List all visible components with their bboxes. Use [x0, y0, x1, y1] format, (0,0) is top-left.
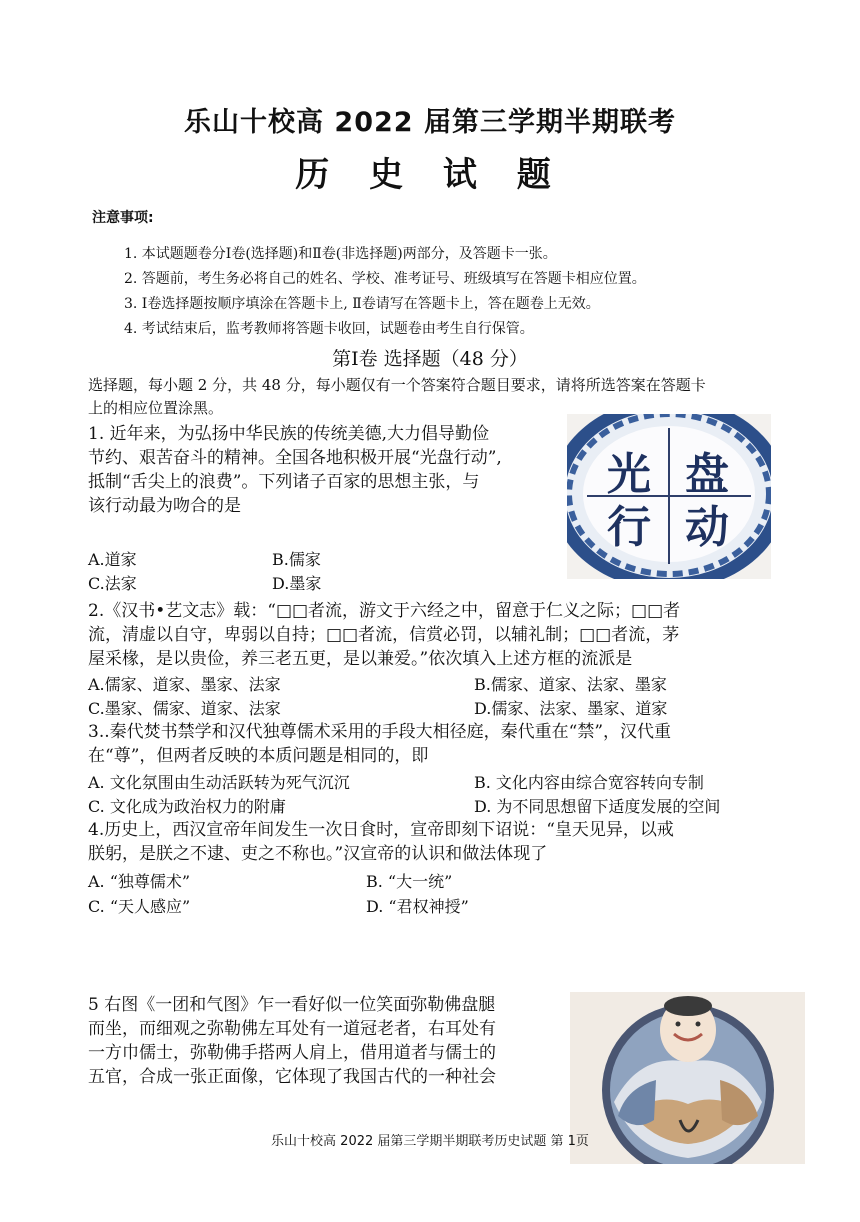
question-4-option-a: A. “独尊儒术” — [88, 872, 191, 891]
question-3-text: 3..秦代焚书禁学和汉代独尊儒术采用的手段大相径庭，秦代重在“禁”，汉代重 — [88, 722, 672, 742]
page-footer: 乐山十校高 2022 届第三学期半期联考历史试题 第 1页 — [271, 1134, 589, 1149]
plate-char-1: 光 — [607, 449, 651, 500]
question-4-text: 朕躬，是朕之不逮、吏之不称也。”汉宣帝的认识和做法体现了 — [88, 844, 548, 864]
section-instructions: 选择题，每小题 2 分，共 48 分，每小题仅有一个答案符合题目要求，请将所选答案在答题卡 — [88, 376, 706, 394]
plate-char-3: 行 — [607, 502, 651, 553]
plate-char-4: 动 — [685, 502, 729, 553]
question-1-text: 节约、艰苦奋斗的精神。全国各地积极开展“光盘行动”, — [88, 448, 502, 468]
question-3-option-d: D. 为不同思想留下适度发展的空间 — [474, 797, 721, 816]
question-1-option-a: A.道家 — [88, 550, 137, 569]
notice-item: 1. 本试题题卷分Ⅰ卷(选择题)和Ⅱ卷(非选择题)两部分，及答题卡一张。 — [124, 246, 557, 262]
question-2-option-c: C.墨家、儒家、道家、法家 — [88, 699, 281, 718]
question-2-text: 屋采椽，是以贵俭，养三老五更，是以兼爱。”依次填入上述方框的流派是 — [88, 649, 633, 669]
question-2-option-d: D.儒家、法家、墨家、道家 — [474, 699, 668, 718]
question-5-text: 5 右图《一团和气图》乍一看好似一位笑面弥勒佛盘腿 — [88, 995, 496, 1015]
question-1-option-c: C.法家 — [88, 574, 137, 593]
question-1-text: 抵制“舌尖上的浪费”。下列诸子百家的思想主张，与 — [88, 472, 480, 492]
question-1-text: 该行动最为吻合的是 — [88, 496, 241, 516]
question-1-option-d: D.墨家 — [272, 574, 322, 593]
question-5-text: 一方巾儒士，弥勒佛手搭两人肩上，借用道者与儒士的 — [88, 1043, 496, 1063]
clean-plate-campaign-image — [567, 414, 771, 579]
exam-title: 乐山十校高 2022 届第三学期半期联考 — [184, 107, 676, 138]
exam-subject-title: 历 史 试 题 — [295, 155, 565, 195]
question-1-option-b: B.儒家 — [272, 550, 321, 569]
question-3-option-b: B. 文化内容由综合宽容转向专制 — [474, 773, 704, 792]
question-3-option-c: C. 文化成为政治权力的附庸 — [88, 797, 286, 816]
plate-char-2: 盘 — [685, 449, 729, 500]
question-4-option-d: D. “君权神授” — [366, 897, 469, 916]
section-instructions: 上的相应位置涂黑。 — [88, 399, 224, 417]
question-5-text: 五官，合成一张正面像，它体现了我国古代的一种社会 — [88, 1067, 496, 1087]
section-title: 第Ⅰ卷 选择题（48 分） — [332, 348, 528, 370]
question-4-text: 4.历史上，西汉宣帝年间发生一次日食时，宣帝即刻下诏说：“皇天见异，以戒 — [88, 820, 674, 840]
notice-item: 4. 考试结束后，监考教师将答题卡收回，试题卷由考生自行保管。 — [124, 321, 534, 337]
question-4-option-b: B. “大一统” — [366, 872, 453, 891]
question-2-option-a: A.儒家、道家、墨家、法家 — [88, 675, 281, 694]
question-2-text: 流，清虚以自守，卑弱以自持；□□者流，信赏必罚，以辅礼制；□□者流，茅 — [88, 625, 680, 645]
question-4-option-c: C. “天人感应” — [88, 897, 191, 916]
question-2-text: 2.《汉书•艺文志》载：“□□者流，游文于六经之中，留意于仁义之际；□□者 — [88, 601, 681, 621]
question-5-text: 而坐，而细观之弥勒佛左耳处有一道冠老者，右耳处有 — [88, 1019, 496, 1039]
question-2-option-b: B.儒家、道家、法家、墨家 — [474, 675, 667, 694]
question-3-text: 在“尊”，但两者反映的本质问题是相同的，即 — [88, 746, 429, 766]
notice-heading: 注意事项: — [92, 210, 154, 226]
notice-item: 3. Ⅰ卷选择题按顺序填涂在答题卡上, Ⅱ卷请写在答题卡上，答在题卷上无效。 — [124, 296, 600, 312]
question-1-text: 1. 近年来，为弘扬中华民族的传统美德,大力倡导勤俭 — [88, 424, 490, 444]
notice-item: 2. 答题前，考生务必将自己的姓名、学校、准考证号、班级填写在答题卡相应位置。 — [124, 271, 646, 287]
question-3-option-a: A. 文化氛围由生动活跃转为死气沉沉 — [88, 773, 350, 792]
